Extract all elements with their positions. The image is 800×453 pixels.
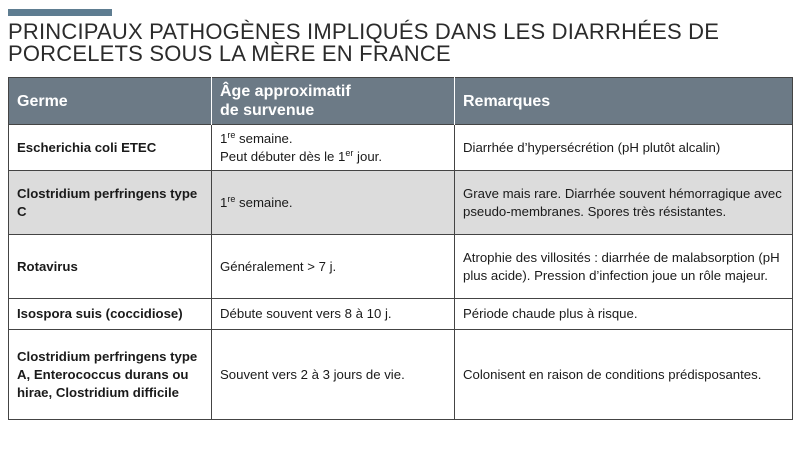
accent-bar: [8, 9, 112, 16]
remarks-cell: Grave mais rare. Diarrhée souvent hémorragique avec pseudo-membranes. Spores très résistantes.: [455, 171, 793, 235]
age-cell: Généralement > 7 j.: [212, 235, 455, 299]
table-row: [9, 125, 793, 171]
germ-cell: Clostridium perfringens type C: [9, 171, 212, 235]
age-num: 1: [220, 130, 228, 146]
table-row: [9, 299, 793, 330]
table-row: [9, 171, 793, 235]
remarks-cell: Diarrhée d’hypersécrétion (pH plutôt alcalin): [455, 125, 793, 171]
age-text: Peut débuter dès le 1: [220, 148, 346, 164]
age-cell: Débute souvent vers 8 à 10 j.: [212, 299, 455, 330]
header-remarks: Remarques: [455, 78, 793, 125]
germ-cell: Rotavirus: [9, 235, 212, 299]
remarks-cell: Période chaude plus à risque.: [455, 299, 793, 330]
age-text: semaine.: [235, 194, 293, 210]
table-row: [9, 330, 793, 420]
germ-cell: Escherichia coli ETEC: [9, 125, 212, 171]
age-cell: Souvent vers 2 à 3 jours de vie.: [212, 330, 455, 420]
header-age: [212, 78, 455, 125]
pathogens-table: [8, 77, 793, 420]
age-sup: re: [227, 193, 236, 204]
remarks-cell: Atrophie des villosités : diarrhée de malabsorption (pH plus acide). Pression d’infection joue un rôle majeur.: [455, 235, 793, 299]
germ-cell: Clostridium perfringens type A, Enterococcus durans ou hirae, Clostridium difficile: [9, 330, 212, 420]
germ-cell: Isospora suis (coccidiose): [9, 299, 212, 330]
age-num: 1: [220, 194, 228, 210]
age-text: jour.: [353, 148, 382, 164]
header-germ: Germe: [9, 78, 212, 125]
header-age-line2: de survenue: [220, 102, 315, 119]
remarks-cell: Colonisent en raison de conditions prédisposantes.: [455, 330, 793, 420]
age-cell: [212, 125, 455, 171]
age-text: semaine.: [235, 130, 293, 146]
age-sup: er: [345, 147, 354, 158]
header-age-line1: Âge approximatif: [220, 83, 351, 100]
table-row: [9, 235, 793, 299]
age-cell: [212, 171, 455, 235]
table-header-row: [9, 78, 793, 125]
page-title: PRINCIPAUX PATHOGÈNES IMPLIQUÉS DANS LES DIARRHÉES DE PORCELETS SOUS LA MÈRE EN FRANCE: [8, 19, 720, 66]
age-sup: re: [227, 129, 236, 140]
